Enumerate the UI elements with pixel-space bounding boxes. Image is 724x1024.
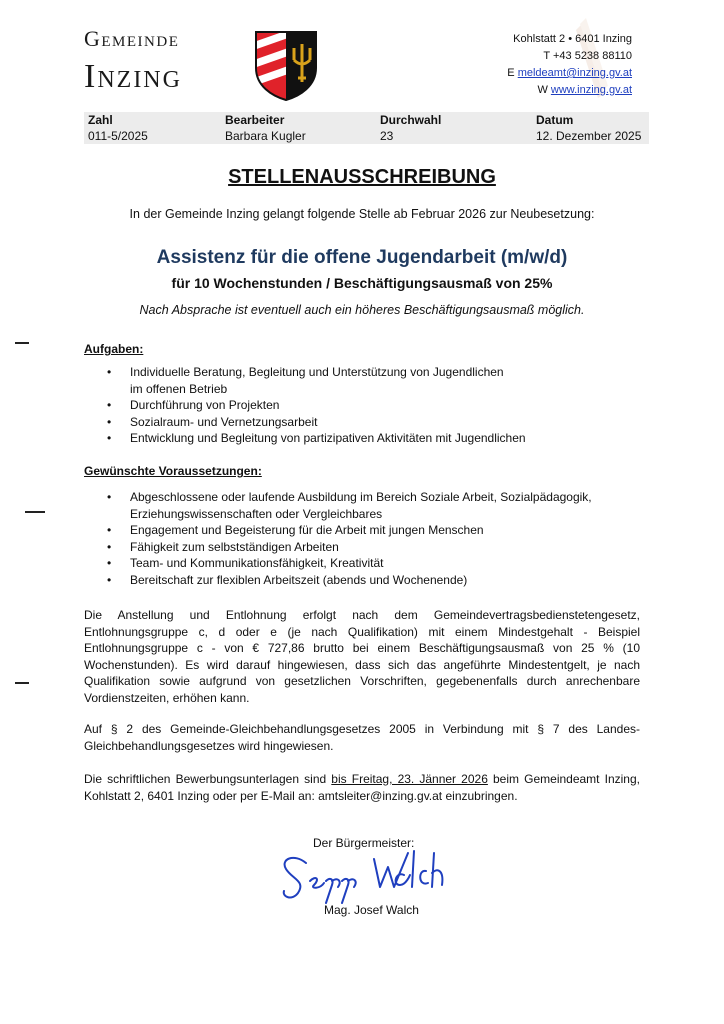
list-item: • Durchführung von Projekten xyxy=(107,398,280,412)
list-item: • Entwicklung und Begleitung von partizipativen Aktivitäten mit Jugendlichen xyxy=(107,431,526,445)
position-subtitle: für 10 Wochenstunden / Beschäftigungsausmaß von 25% xyxy=(171,275,553,291)
date: Datum 12. Dezember 2025 xyxy=(536,113,642,143)
equality-paragraph: Auf § 2 des Gemeinde-Gleichbehandlungsgesetzes 2005 in Verbindung mit § 7 des Landes-Gleichbehandlungsgesetzes wird hingewiesen. xyxy=(84,722,640,753)
intro-text: In der Gemeinde Inzing gelangt folgende Stelle ab Februar 2026 zur Neubesetzung: xyxy=(129,207,595,221)
fold-mark xyxy=(15,682,29,684)
punch-mark xyxy=(25,511,45,513)
position-title: Assistenz für die offene Jugendarbeit (m/w/d) xyxy=(156,247,568,268)
website-link[interactable]: www.inzing.gv.at xyxy=(550,84,632,96)
list-item: • Individuelle Beratung, Begleitung und Unterstützung von Jugendlichen im offenen Betrieb xyxy=(107,365,504,396)
reference-number: Zahl 011-5/2025 xyxy=(88,113,148,143)
requirements-heading: Gewünschte Voraussetzungen: xyxy=(84,464,262,478)
list-item: • Sozialraum- und Vernetzungsarbeit xyxy=(107,414,318,429)
signature-label: Der Bürgermeister: xyxy=(313,836,415,850)
list-item: • Engagement und Begeisterung für die Arbeit mit jungen Menschen xyxy=(107,523,484,537)
list-item: • Abgeschlossene oder laufende Ausbildung im Bereich Soziale Arbeit, Sozialpädagogik, Erziehungswissenschaften oder Vergleichbares xyxy=(107,490,592,521)
requirements-list xyxy=(104,489,644,588)
web-line: W www.inzing.gv.at xyxy=(537,84,632,96)
list-item: • Bereitschaft zur flexiblen Arbeitszeit (abends und Wochenende) xyxy=(107,572,468,587)
document-title: STELLENAUSSCHREIBUNG xyxy=(228,166,496,188)
extension: Durchwahl 23 xyxy=(380,113,442,143)
clerk: Bearbeiter Barbara Kugler xyxy=(225,113,306,143)
list-item: • Team- und Kommunikationsfähigkeit, Kreativität xyxy=(107,556,384,570)
fold-mark xyxy=(15,342,29,344)
application-deadline: bis Freitag, 23. Jänner 2026 xyxy=(331,772,488,786)
application-paragraph: Die schriftlichen Bewerbungsunterlagen sind bis Freitag, 23. Jänner 2026 beim Gemeindeamt Inzing, Kohlstatt 2, 6401 Inzing oder per E-Mail an: amtsleiter@inzing.gv.at einzubringen. xyxy=(84,772,640,803)
contact-block xyxy=(507,31,632,99)
address: Kohlstatt 2 • 6401 Inzing xyxy=(513,33,632,45)
list-item: • Fähigkeit zum selbstständigen Arbeiten xyxy=(107,539,339,554)
salary-paragraph: Die Anstellung und Entlohnung erfolgt nach dem Gemeindevertragsbedienstetengesetz, Entlohnungsgruppe c, d oder e (je nach Qualifikation) mit einem Mindestgehalt - Beispiel Entlohnungsgruppe c - von € 727,86 brutto bei einem Beschäftigungsausmaß von 25 % (10 Wochenstunden). Es wird darauf hingewiesen, dass sich das angeführte Mindestentgelt, je nach Qualifikation sowie aufgrund von gesetzlichen Vorschriften, gegebenenfalls durch anrechenbare Vordienstzeiten, erhöhen kann. xyxy=(84,608,640,705)
signatory-name: Mag. Josef Walch xyxy=(324,903,419,917)
tasks-heading: Aufgaben: xyxy=(84,342,144,356)
handwritten-signature xyxy=(276,845,476,905)
municipality-name: Inzing xyxy=(84,58,182,95)
position-note: Nach Absprache ist eventuell auch ein höheres Beschäftigungsausmaß möglich. xyxy=(139,303,585,317)
municipality-label: Gemeinde xyxy=(84,26,180,51)
email-line: E meldeamt@inzing.gv.at xyxy=(507,67,632,79)
coat-of-arms-icon xyxy=(254,30,318,102)
phone: T +43 5238 88110 xyxy=(543,50,632,62)
email-link[interactable]: meldeamt@inzing.gv.at xyxy=(517,67,632,79)
tasks-list xyxy=(104,364,644,447)
